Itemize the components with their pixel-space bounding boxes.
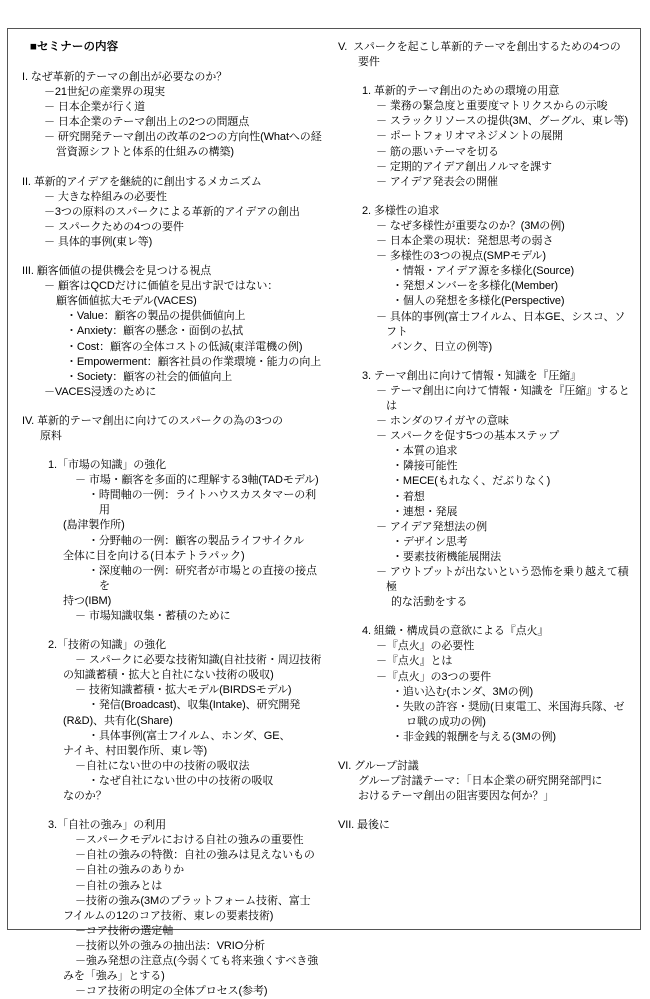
outline-continuation-line: おけるテーマ創出の阻害要因な何か？」 xyxy=(358,790,555,803)
outline-dash-item: －スパークモデルにおける自社の強みの重要性 xyxy=(75,834,304,847)
outline-dash-item: －コア技術の明定の全体プロセス(参考) xyxy=(75,985,268,998)
outline-continuation-line: フイルムの12のコア技術、東レの要素技術) xyxy=(63,909,274,922)
outline-section-heading: VII. 最後に xyxy=(338,819,390,832)
outline-dash-item: －『点火』とは xyxy=(376,655,453,668)
outline-dash-item: －自社の強みの特徴：自社の強みは見えないもの xyxy=(75,849,315,862)
outline-dot-item: ・追い込む(ホンダ、3Mの例) xyxy=(392,685,534,698)
outline-subsection-heading: 3.「自社の強み」の利用 xyxy=(48,819,166,832)
outline-continuation-line: みを「強み」とする) xyxy=(63,970,165,983)
outline-dash-item: －VACES浸透のために xyxy=(44,385,157,398)
outline-dot-item: ・隣接可能性 xyxy=(392,460,458,473)
outline-dot-item: ・連想・発展 xyxy=(392,505,458,518)
outline-section-heading: I. なぜ革新的テーマの創出が必要なのか？ xyxy=(22,71,228,83)
outline-spacer xyxy=(22,804,322,818)
outline-subsection-heading: 2.「技術の知識」の強化 xyxy=(48,639,166,652)
outline-dash-item: － なぜ多様性が重要なのか？(3Mの例) xyxy=(376,219,565,232)
right-outline-list xyxy=(336,40,634,833)
outline-dash-item: － アウトプットが出ないという恐怖を乗り越えて積極 xyxy=(376,566,629,594)
outline-dash-item: －自社の強みのありか xyxy=(75,864,184,877)
outline-dash-item: －強み発想の注意点(今弱くても将来強くすべき強 xyxy=(75,954,319,967)
left-outline-list xyxy=(22,70,322,999)
outline-dot-item: ・Empowerment：顧客社員の作業環境・能力の向上 xyxy=(66,355,322,368)
outline-subsection-heading: 2. 多様性の追求 xyxy=(362,204,440,217)
outline-continuation-line: 全体に目を向ける(日本テトラパック) xyxy=(63,549,245,562)
outline-section-heading: II. 革新的アイデアを継続的に創出するメカニズム xyxy=(22,175,262,188)
outline-dash-item: － スパークを促す5つの基本ステップ xyxy=(376,430,560,443)
outline-dash-item: － テーマ創出に向けて情報・知識を『圧縮』するとは xyxy=(376,384,630,412)
outline-dot-item: ・発想メンバーを多様化(Member) xyxy=(392,280,558,293)
outline-dash-item: － 研究開発テーマ創出の改革の2つの方向性(Whatへの経 xyxy=(44,131,322,144)
outline-continuation-line: バンク、日立の例等) xyxy=(391,340,493,353)
outline-subsection-heading: 3. テーマ創出に向けて情報・知識を『圧縮』 xyxy=(362,369,582,382)
outline-spacer xyxy=(336,610,634,624)
outline-continuation-line: ロ戦の成功の例) xyxy=(406,715,486,728)
outline-dash-item: － ポートフォリオマネジメントの展開 xyxy=(376,130,563,143)
outline-dot-item: ・本質の追求 xyxy=(392,445,458,458)
outline-dot-item: ・情報・アイデア源を多様化(Source) xyxy=(392,265,575,278)
outline-dot-item: ・分野軸の一例：顧客の製品ライフサイクル xyxy=(88,534,305,547)
outline-spacer xyxy=(336,804,634,818)
outline-dot-item: ・MECE(もれなく、だぶりなく) xyxy=(392,475,551,488)
outline-dot-item: ・深度軸の一例：研究者が市場との直接の接点を xyxy=(88,564,317,592)
outline-dash-item: － スパークに必要な技術知識(自社技術・周辺技術 xyxy=(75,654,322,667)
outline-dash-item: － アイデア発表会の開催 xyxy=(376,175,498,188)
outline-dash-item: －21世紀の産業界の現実 xyxy=(44,86,166,99)
outline-spacer xyxy=(22,400,322,414)
outline-spacer xyxy=(22,624,322,638)
outline-continuation-line: (R&D)、共有化(Share) xyxy=(63,714,173,727)
outline-dot-item: ・Anxiety：顧客の懸念・面倒の払拭 xyxy=(66,325,244,338)
outline-dot-item: ・非金銭的報酬を与える(3Mの例) xyxy=(392,730,556,743)
outline-dash-item: － 筋の悪いテーマを切る xyxy=(376,145,499,158)
right-column xyxy=(324,40,636,833)
outline-dot-item: ・Cost：顧客の全体コストの低減(東洋電機の例) xyxy=(66,340,303,353)
outline-dot-item: ・発信(Broadcast)、収集(Intake)、研究開発 xyxy=(88,699,301,712)
outline-spacer xyxy=(336,355,634,369)
outline-dot-item: ・着想 xyxy=(392,490,425,503)
outline-continuation-line: 営資源シフトと体系的仕組みの構築) xyxy=(56,146,234,159)
outline-dash-item: －技術以外の強みの抽出法：VRIO分析 xyxy=(75,939,265,952)
outline-section-heading: VI. グループ討議 xyxy=(338,760,419,773)
outline-continuation-line: なのか？ xyxy=(63,790,107,803)
outline-dash-item: － 日本企業のテーマ創出上の2つの問題点 xyxy=(44,116,250,129)
outline-dash-item: － 具体的事例(富士フイルム、日本GE、シスコ、ソフト xyxy=(376,310,626,338)
outline-dot-item: ・要素技術機能展開法 xyxy=(392,550,501,563)
outline-section-heading: IV. 革新的テーマ創出に向けてのスパークの為の3つの xyxy=(22,414,283,427)
outline-subsection-heading: 1.「市場の知識」の強化 xyxy=(48,459,166,472)
outline-dash-item: － スラックリソースの提供(3M、グーグル、東レ等) xyxy=(376,115,629,128)
outline-dash-item: － アイデア発想法の例 xyxy=(376,520,487,533)
outline-continuation-line: 的な活動をする xyxy=(391,596,468,609)
outline-subsection-heading: 4. 組織・構成員の意欲による『点火』 xyxy=(362,625,549,638)
page-title: ■セミナーの内容 xyxy=(30,41,119,53)
outline-page xyxy=(7,28,641,998)
outline-dash-item: －3つの原料のスパークによる革新的アイデアの創出 xyxy=(44,205,300,218)
outline-continuation-line: (島津製作所) xyxy=(63,519,125,532)
outline-continuation-line: 顧客価値拡大モデル(VACES) xyxy=(56,295,197,308)
outline-continuation-line: 持つ(IBM) xyxy=(63,594,112,607)
outline-dash-item: －『点火』の必要性 xyxy=(376,640,475,653)
outline-section-heading: III. 顧客価値の提供機会を見つける視点 xyxy=(22,265,212,278)
outline-spacer xyxy=(336,70,634,84)
outline-continuation-line: の知識蓄積・拡大と自社にない技術の吸収) xyxy=(63,669,274,682)
left-column xyxy=(12,40,324,999)
outline-dot-item: ・デザイン思考 xyxy=(392,535,468,548)
outline-dash-item: － 日本企業が行く道 xyxy=(44,101,146,114)
outline-dash-item: － スパークための4つの要件 xyxy=(44,220,184,233)
outline-dash-item: － 多様性の3つの視点(SMPモデル) xyxy=(376,250,546,263)
outline-dot-item: ・なぜ自社にない世の中の技術の吸収 xyxy=(88,774,274,787)
outline-dash-item: － 大きな枠組みの必要性 xyxy=(44,190,167,203)
outline-dash-item: － 具体的事例(東レ等) xyxy=(44,235,153,248)
outline-spacer xyxy=(336,190,634,204)
outline-continuation-line: 要件 xyxy=(358,56,380,69)
two-column-layout xyxy=(8,29,640,998)
outline-dot-item: ・Society：顧客の社会的価値向上 xyxy=(66,370,233,383)
outline-spacer xyxy=(22,250,322,264)
outline-dash-item: － 日本企業の現状：発想思考の弱さ xyxy=(376,235,554,248)
outline-continuation-line: グループ討議テーマ：「日本企業の研究開発部門に xyxy=(358,775,603,788)
outline-spacer xyxy=(22,444,322,458)
outline-continuation-line: 原料 xyxy=(40,429,62,442)
outline-dot-item: ・個人の発想を多様化(Perspective) xyxy=(392,295,565,308)
outline-dash-item: －技術の強み(3Mのプラットフォーム技術、富士 xyxy=(75,894,311,907)
outline-dash-item: － 顧客はQCDだけに価値を見出す訳ではない： xyxy=(44,280,279,293)
outline-spacer xyxy=(336,745,634,759)
outline-dot-item: ・時間軸の一例：ライトハウスカスタマーの利用 xyxy=(88,489,317,517)
outline-dash-item: －『点火」の3つの要件 xyxy=(376,670,492,683)
outline-dash-item: －自社の強みとは xyxy=(75,879,163,892)
outline-dash-item: － ホンダのワイガヤの意味 xyxy=(376,415,509,428)
outline-dash-item: － 技術知識蓄積・拡大モデル(BIRDSモデル) xyxy=(75,684,292,697)
outline-dot-item: ・具体事例(富士フイルム、ホンダ、GE、 xyxy=(88,729,291,742)
outline-spacer xyxy=(22,161,322,175)
outline-dash-item: －コア技術の選定軸 xyxy=(75,924,174,937)
outline-dash-item: －自社にない世の中の技術の吸収法 xyxy=(75,759,250,772)
outline-section-heading: V. スパークを起こし革新的テーマを創出するための4つの xyxy=(338,41,621,53)
outline-continuation-line: ナイキ、村田製作所、東レ等) xyxy=(63,744,208,757)
outline-dot-item: ・失敗の許容・奨励(日東電工、米国海兵隊、ゼ xyxy=(392,700,625,713)
outline-dot-item: ・Value：顧客の製品の提供価値向上 xyxy=(66,310,246,323)
outline-dash-item: － 業務の緊急度と重要度マトリクスからの示唆 xyxy=(376,100,608,113)
outline-subsection-heading: 1. 革新的テーマ創出のための環境の用意 xyxy=(362,85,560,98)
outline-dash-item: － 定期的アイデア創出ノルマを課す xyxy=(376,160,552,173)
outline-dash-item: － 市場知識収集・蓄積のために xyxy=(75,610,231,622)
outline-dash-item: － 市場・顧客を多面的に理解する3軸(TADモデル) xyxy=(75,474,319,487)
